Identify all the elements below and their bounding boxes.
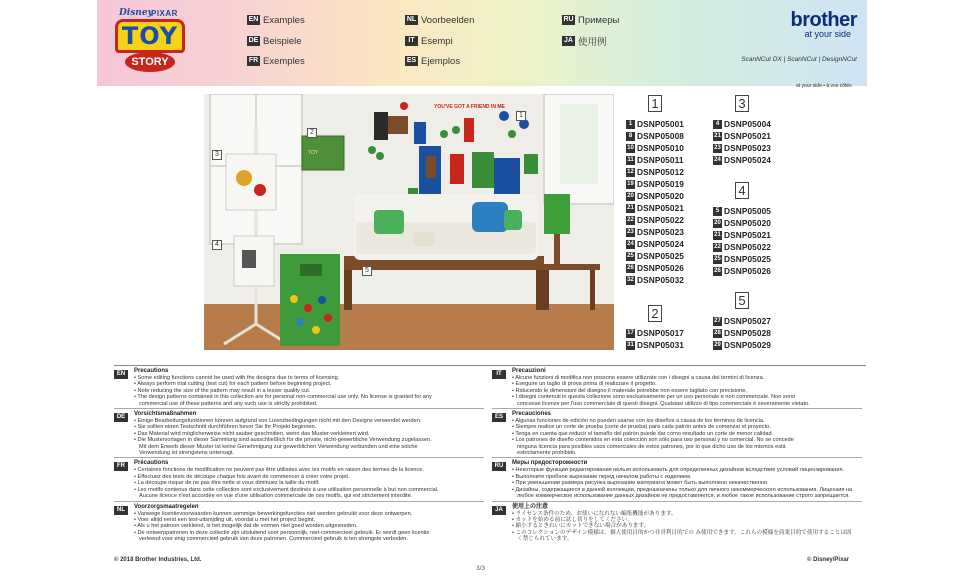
pixar-wordmark: PIXAR	[151, 9, 178, 18]
design-code-row	[626, 327, 684, 339]
design-code: DSNP05026	[637, 263, 685, 273]
design-code-row	[626, 238, 684, 250]
design-index-badge: 31	[627, 341, 634, 348]
design-index-badge: 20	[714, 219, 721, 226]
precaution-line: • Einige Bearbeitungsfunktionen können aufgrund von Lizenzbedingungen nicht mit den Designs verwendet werden.	[134, 418, 422, 425]
precaution-line: • Los patrones de diseño contenidos en esta colección son sólo para uso personal y no comercial. No se concede	[512, 437, 794, 444]
design-index-badge: 23	[714, 144, 721, 151]
design-index-badge: 12	[627, 168, 634, 175]
precaution-block-it	[492, 368, 862, 407]
design-index-badge: 5	[713, 207, 722, 216]
design-code-row	[713, 154, 771, 166]
precaution-title: Précautions	[134, 460, 169, 467]
design-index-badge: 32	[627, 276, 634, 283]
design-index-badge: 27	[714, 317, 721, 324]
design-code-row	[626, 166, 684, 178]
design-index-badge: 17	[627, 329, 634, 336]
precaution-line: любое коммерческое использование данных дизайнов не предоставляется, и любое такое использование строго запрещается.	[517, 493, 850, 500]
group-number-5: 5	[735, 292, 749, 309]
precaution-title: 使用上の注意	[512, 503, 549, 510]
precaution-line: • Die Mustervorlagen in dieser Sammlung sind ausschließlich für die private, nicht-gewerbliche Verwendung zugelassen.	[134, 437, 432, 444]
design-code-row	[713, 142, 771, 154]
design-code: DSNP05027	[724, 316, 772, 326]
lang-label: Examples	[263, 14, 305, 26]
precautions-left-column	[114, 368, 484, 543]
divider	[114, 501, 484, 502]
design-code: DSNP05025	[637, 251, 685, 261]
precaution-line: Aucune licence n'est accordée en vue d'une utilisation commerciale de ces motifs, qui est strictement interdite.	[139, 493, 413, 500]
lang-code: IT	[405, 36, 418, 46]
design-index-badge: 20	[627, 192, 634, 199]
precaution-line: • Some editing functions cannot be used with the designs due to terms of licensing.	[134, 375, 340, 381]
precaution-line: • Sie sollten einen Testschnitt durchführen bevor Sie Ihr Projekt beginnen.	[134, 424, 317, 431]
design-list-1	[626, 118, 684, 286]
design-code-row	[626, 178, 684, 190]
design-code: DSNP05004	[724, 119, 772, 129]
precaution-line: • このコレクションのデザイン模様は、個人使用目的かつ非営利目的での み使用できます。これらの模様を商業目的で使用することは固	[512, 529, 852, 536]
lang-label: Exemples	[263, 55, 305, 67]
design-code: DSNP05028	[724, 328, 772, 338]
callout-5: 5	[362, 266, 372, 276]
design-index-badge: 8	[626, 132, 635, 141]
disney-wordmark: Disney	[119, 8, 153, 18]
brand-name: brother	[790, 9, 857, 31]
lang-code: RU	[492, 462, 506, 471]
precaution-title: Precauzioni	[512, 368, 546, 374]
divider	[492, 501, 862, 502]
design-code: DSNP05025	[724, 254, 772, 264]
logo-toy: TOY	[115, 19, 185, 53]
precaution-line: • Alcune funzioni di modifica non possono essere utilizzate con i disegni a causa dei termini di licenza.	[512, 375, 765, 381]
design-index-badge: 23	[627, 228, 634, 235]
design-code-row	[626, 142, 684, 154]
lang-code: EN	[114, 370, 128, 379]
design-code: DSNP05005	[724, 206, 772, 216]
lang-code: JA	[562, 36, 575, 46]
design-code-row	[713, 130, 771, 142]
brother-logo	[757, 10, 857, 39]
callout-3: 3	[212, 150, 222, 160]
precaution-block-ru	[492, 460, 862, 499]
design-list-5	[713, 315, 771, 351]
precaution-line: concesse licenze per l'uso commerciale di questi disegni. Qualsiasi utilizzo di tipo commerciale è severamente vietato.	[517, 400, 810, 407]
design-code: DSNP05012	[637, 167, 685, 177]
room-illustration	[204, 94, 614, 350]
design-code-row	[713, 315, 771, 327]
design-code: DSNP05020	[637, 191, 685, 201]
precaution-line: verleend voor enig commercieel gebruik van deze patronen. Commercieel gebruik is ten strengste verboden.	[139, 536, 408, 543]
divider	[114, 457, 484, 458]
precaution-line: • Das Material wird möglicherweise nicht sauber geschnitten, wenn das Muster verkleinert wird.	[134, 430, 370, 437]
design-index-badge: 25	[627, 252, 634, 259]
design-code-row	[626, 202, 684, 214]
copyright-disney: © Disney/Pixar	[807, 557, 850, 563]
header-banner	[97, 0, 867, 86]
precaution-line: • Выполните пробное вырезание перед началом работы с изделием.	[512, 473, 692, 480]
precaution-line: ninguna licencia para posibles usos comerciales de estos patrones, por lo que dicho uso de los mismos está	[517, 443, 786, 450]
design-code: DSNP05021	[724, 131, 772, 141]
precaution-line: • Eseguire un taglio di prova prima di realizzare il progetto.	[512, 381, 657, 388]
precaution-line: • Note reducing the size of the pattern may result in a lesser quality cut.	[134, 387, 311, 394]
lang-ja	[562, 35, 607, 47]
precaution-line: • カットを始める前に試し切りをしてください。	[512, 516, 633, 523]
design-code-row	[626, 226, 684, 238]
design-code-row	[626, 118, 684, 130]
lang-code: FR	[248, 57, 259, 64]
precaution-title: Precauciones	[512, 411, 552, 418]
group-number-1: 1	[648, 95, 662, 112]
precaution-block-ja	[492, 504, 862, 543]
lang-code: NL	[406, 16, 417, 23]
precaution-line: • I disegni contenuti in questa collezione sono esclusivamente per un uso personale e non commerciale. Non sono	[512, 394, 796, 401]
precaution-line: • The design patterns contained in this collection are for personal non-commercial use only. No license is granted for any	[134, 394, 432, 401]
lang-fr	[247, 55, 305, 67]
precaution-line: estrictamente prohibido.	[517, 450, 577, 457]
design-code-row	[626, 130, 684, 142]
design-list-2	[626, 327, 684, 351]
design-code: DSNP05024	[724, 155, 772, 165]
design-code-row	[626, 250, 684, 262]
design-index-badge: 24	[714, 156, 721, 163]
precaution-line: • Дизайны, содержащиеся в данной коллекции, предназначены только для личного некоммерческого использования. Лицензия на	[512, 486, 853, 493]
design-code: DSNP05029	[724, 340, 772, 350]
design-list-4	[713, 205, 771, 277]
precaution-line: • 縮小するときれいにカットできない場合があります。	[512, 523, 650, 530]
lang-code: JA	[492, 506, 506, 515]
precaution-line: • Als u het patroon verkleind, is het mogelijk dat de vormen niet goed worden uitgesneden.	[134, 523, 358, 530]
lang-code: ES	[406, 57, 417, 64]
precaution-block-fr	[114, 460, 484, 499]
design-index-badge: 4	[713, 120, 722, 129]
design-code-row	[713, 241, 771, 253]
precaution-line: • Tenga en cuenta que reducir el tamaño del patrón puede dar como resultado un corte de menor calidad.	[512, 430, 774, 437]
design-code: DSNP05017	[637, 328, 685, 338]
copyright-brother: © 2018 Brother Industries, Ltd.	[114, 557, 202, 563]
group-number-2: 2	[648, 305, 662, 322]
lang-label: Esempi	[421, 35, 453, 47]
precaution-line: • Siempre realice un corte de prueba (corte de prueba) para cada patrón antes de comenzar el proyecto.	[512, 424, 771, 431]
design-index-badge: 29	[714, 341, 721, 348]
precaution-line: く禁じられています。	[517, 536, 573, 543]
design-code: DSNP05020	[724, 218, 772, 228]
callout-1: 1	[516, 111, 526, 121]
design-index-badge: 21	[627, 204, 634, 211]
precaution-block-en	[114, 368, 484, 407]
design-code: DSNP05001	[637, 119, 685, 129]
lang-ru	[562, 14, 619, 26]
design-code-row	[713, 217, 771, 229]
design-index-badge: 10	[627, 144, 634, 151]
design-code-row	[713, 339, 771, 351]
precaution-block-es	[492, 411, 862, 456]
design-code: DSNP05023	[637, 227, 685, 237]
lang-nl	[405, 14, 474, 26]
small-tagline: at your side • à vos côtés	[796, 83, 852, 89]
design-code: DSNP05021	[724, 230, 772, 240]
design-code-row	[626, 339, 684, 351]
design-code-row	[713, 253, 771, 265]
precaution-title: Precautions	[134, 368, 169, 374]
precaution-title: Меры предосторожности	[512, 460, 588, 467]
lang-label: Ejemplos	[421, 55, 461, 67]
wall-text: YOU'VE GOT A FRIEND IN ME	[434, 104, 505, 110]
design-index-badge: 26	[627, 264, 634, 271]
precaution-line: • Algunas funciones de edición no pueden usarse con los diseños a causa de los términos de licencia.	[512, 418, 765, 425]
group-number-4: 4	[735, 182, 749, 199]
lang-it	[405, 35, 453, 47]
design-code: DSNP05022	[637, 215, 685, 225]
design-index-badge: 21	[714, 132, 721, 139]
group-number-3: 3	[735, 95, 749, 112]
precaution-line: • Vanwege licentievoorwaarden kunnen sommige bewerkingsfuncties niet worden gebruikt voor deze ontwerpen.	[134, 510, 413, 517]
design-index-badge: 19	[627, 180, 634, 187]
design-index-badge: 11	[627, 156, 634, 163]
lang-code: EN	[248, 16, 259, 23]
design-code-row	[626, 154, 684, 166]
design-list-3	[713, 118, 771, 166]
precautions-right-column	[492, 368, 862, 543]
precaution-line: • Voer altijd eerst een test-uitsnijding uit, voordat u met het project begint.	[134, 516, 316, 523]
design-index-badge: 22	[627, 216, 634, 223]
model-names: ScanNCut DX | ScanNCut | DesignNCut	[741, 56, 857, 63]
precaution-line: • Certaines fonctions de modification ne peuvent pas être utilisées avec les motifs en raison des termes de la licence.	[134, 467, 424, 474]
precaution-line: • La découpe risque de ne pas être nette si vous diminuez la taille du motif.	[134, 480, 320, 487]
lang-label: Voorbeelden	[421, 14, 475, 26]
callout-2: 2	[307, 128, 317, 138]
precaution-block-nl	[114, 504, 484, 543]
lang-code: IT	[492, 370, 506, 379]
precaution-line: • Effectuez des tests de découpe chaque fois avant de commencer à créer votre projet.	[134, 473, 350, 480]
design-code-row	[713, 265, 771, 277]
divider	[492, 408, 862, 409]
lang-code: NL	[114, 506, 128, 515]
precaution-line: • Riducendo le dimensioni del disegno il materiale potrebbe non essere tagliato con precisione.	[512, 387, 747, 394]
precaution-line: • При уменьшении размера рисунка вырезание материала может быть выполнено некачественно.	[512, 480, 769, 487]
toy-story-logo	[109, 8, 189, 74]
design-code: DSNP05024	[637, 239, 685, 249]
brand-tagline: at your side	[804, 29, 851, 39]
lang-en	[247, 14, 305, 26]
precaution-line: commercial use of these patterns and any such use is strictly prohibited.	[139, 400, 318, 407]
design-code-row	[626, 190, 684, 202]
design-code: DSNP05021	[637, 203, 685, 213]
precaution-line: • Некоторые функции редактирования нельзя использовать для определенных дизайнов вследствие условий лицензирования.	[512, 467, 845, 474]
precaution-line: Verwendung ist strengstens untersagt.	[139, 450, 235, 457]
room-photo	[204, 94, 614, 350]
design-code: DSNP05022	[724, 242, 772, 252]
precaution-title: Voorzorgsmaatregelen	[134, 503, 199, 510]
page-number: 3/3	[476, 565, 486, 572]
design-index-badge: 21	[714, 231, 721, 238]
design-index-badge: 1	[626, 120, 635, 129]
design-code-row	[713, 205, 771, 217]
design-code-row	[626, 214, 684, 226]
lang-code: DE	[114, 413, 128, 422]
design-index-badge: 22	[714, 243, 721, 250]
design-code: DSNP05019	[637, 179, 685, 189]
design-index-badge: 24	[627, 240, 634, 247]
lang-label: Примеры	[578, 14, 620, 26]
design-code: DSNP05032	[637, 275, 685, 285]
precaution-line: • Always perform trial cutting (test cut) for each pattern before beginning project.	[134, 381, 332, 388]
lang-code: ES	[492, 413, 506, 422]
precaution-line: • De ontwerppatronen in deze collectie zijn uitsluitend voor persoonlijk, niet-commercieel gebruik. Er wordt geen licentie	[134, 529, 430, 536]
precaution-block-de	[114, 411, 484, 456]
design-index-badge: 26	[714, 267, 721, 274]
svg-text:TOY: TOY	[308, 150, 319, 156]
precaution-title: Vorsichtsmaßnahmen	[134, 411, 197, 418]
design-index-badge: 28	[714, 329, 721, 336]
design-code-row	[713, 229, 771, 241]
precaution-line: • Les motifs contenus dans cette collection sont exclusivement destinés à une utilisation personnelle à but non commercial.	[134, 486, 439, 493]
design-code: DSNP05008	[637, 131, 685, 141]
design-index-badge: 25	[714, 255, 721, 262]
design-code: DSNP05031	[637, 340, 685, 350]
precaution-line: Mit dem Erwerb dieser Muster ist keine Genehmigung zur gewerblichen Verwendung verbunden und eine solche	[139, 443, 418, 450]
lang-code: DE	[248, 37, 259, 44]
lang-label: 使用例	[578, 37, 607, 48]
design-code: DSNP05023	[724, 143, 772, 153]
design-code-row	[626, 274, 684, 286]
logo-story: STORY	[125, 52, 175, 72]
precaution-line: • ライセンス条件のため、お使いになれない編集機能があります。	[512, 510, 677, 517]
design-code-row	[713, 327, 771, 339]
lang-de	[247, 35, 302, 47]
divider	[492, 457, 862, 458]
design-code: DSNP05026	[724, 266, 772, 276]
lang-code: RU	[563, 16, 574, 23]
lang-label: Beispiele	[263, 35, 302, 47]
lang-es	[405, 55, 460, 67]
lang-code: FR	[114, 462, 128, 471]
design-code-row	[626, 262, 684, 274]
callout-4: 4	[212, 240, 222, 250]
design-code: DSNP05010	[637, 143, 685, 153]
precautions-section	[114, 365, 866, 545]
divider	[114, 408, 484, 409]
design-code: DSNP05011	[637, 155, 684, 165]
design-code-row	[713, 118, 771, 130]
